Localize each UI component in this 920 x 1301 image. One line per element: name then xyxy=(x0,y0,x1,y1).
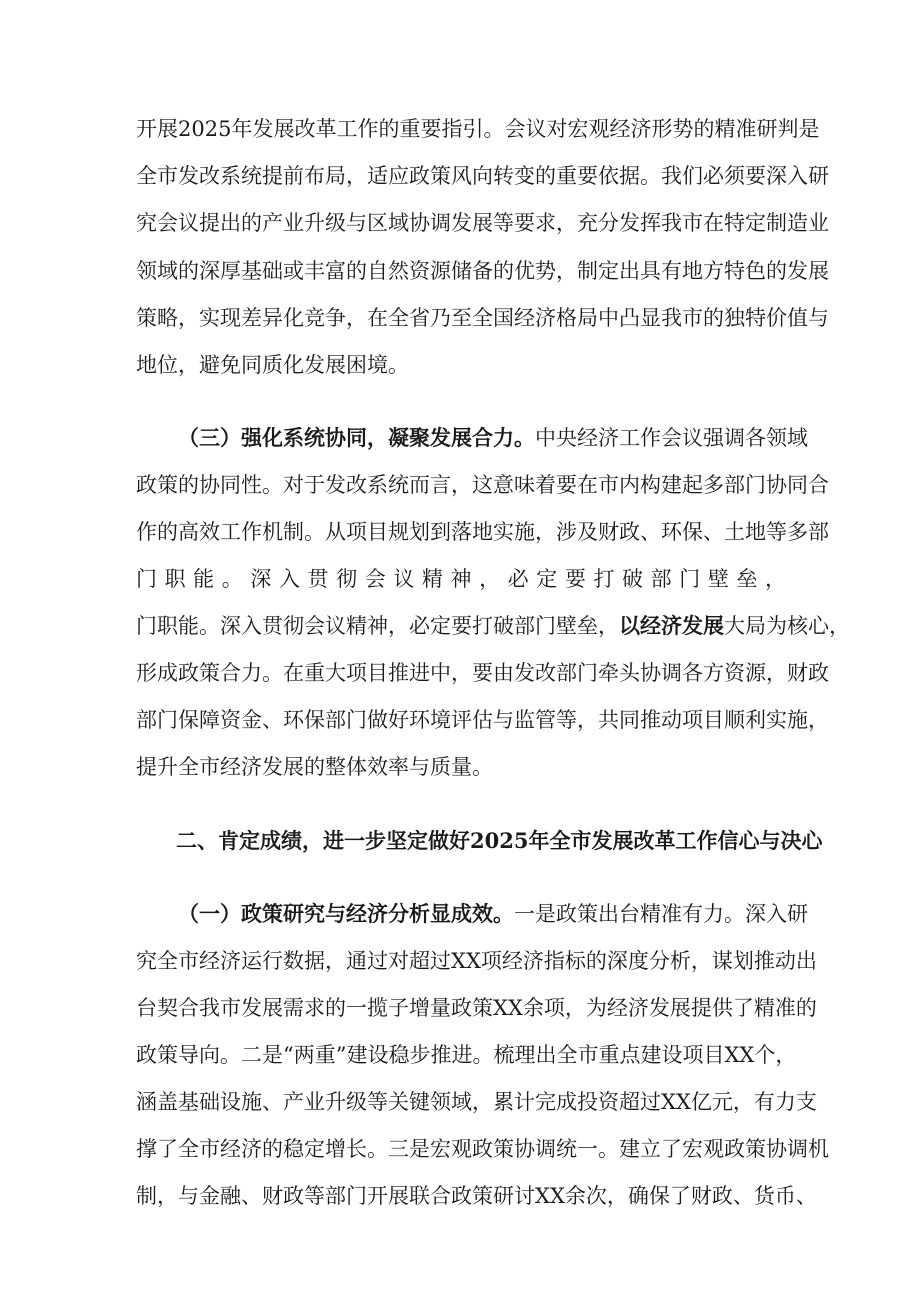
emphasis-text: 以经济发展 xyxy=(619,613,724,638)
text-span: 中央经济工作会议强调各领域 xyxy=(535,426,808,450)
text-line: 策略，实现差异化竞争，在全省乃至全国经济格局中凸显我市的独特价值与 xyxy=(136,306,829,330)
paragraph-lead-heading: （一）政策研究与经济分析显成效。 xyxy=(178,901,514,926)
text-line: 台契合我市发展需求的一揽子增量政策XX余项，为经济发展提供了精准的 xyxy=(136,996,817,1020)
text-line: 究会议提出的产业升级与区域协调发展等要求，充分发挥我市在特定制造业 xyxy=(136,211,829,235)
text-line: 全市发改系统提前布局，适应政策风向转变的重要依据。我们必须要深入研 xyxy=(136,164,829,188)
text-line: 涵盖基础设施、产业升级等关键领域，累计完成投资超过XX亿元，有力支 xyxy=(136,1090,817,1114)
text-line: 究全市经济运行数据，通过对超过XX项经济指标的深度分析，谋划推动出 xyxy=(136,949,817,973)
text-span: 大局为核心， xyxy=(724,614,850,638)
text-line: 开展2025年发展改革工作的重要指引。会议对宏观经济形势的精准研判是 xyxy=(136,117,820,141)
text-line xyxy=(178,423,808,453)
text-line: 政策导向。二是“两重”建设稳步推进。梳理出全市重点建设项目XX个， xyxy=(136,1043,797,1067)
text-line: 形成政策合力。在重大项目推进中，要由发改部门牵头协调各方资源，财政 xyxy=(136,661,829,685)
text-line: 门职能。深入贯彻会议精神，必定要打破部门壁垒， xyxy=(136,567,786,591)
section-heading: 二、肯定成绩，进一步坚定做好2025年全市发展改革工作信心与决心 xyxy=(176,828,823,853)
text-line: 撑了全市经济的稳定增长。三是宏观政策协调统一。建立了宏观政策协调机 xyxy=(136,1137,829,1161)
text-line: 提升全市经济发展的整体效率与质量。 xyxy=(136,755,493,779)
text-line: 地位，避免同质化发展困境。 xyxy=(136,353,409,377)
text-line: 制，与金融、财政等部门开展联合政策研讨XX余次，确保了财政、货币、 xyxy=(136,1184,817,1208)
text-line xyxy=(178,899,808,929)
text-span: 门职能。深入贯彻会议精神，必定要打破部门壁垒， xyxy=(136,614,619,638)
text-line: 政策的协同性。对于发改系统而言，这意味着要在市内构建起多部门协同合 xyxy=(136,473,829,497)
text-line xyxy=(136,611,850,641)
text-line: 部门保障资金、环保部门做好环境评估与监管等，共同推动项目顺利实施， xyxy=(136,708,829,732)
text-span: 一是政策出台精准有力。深入研 xyxy=(514,902,808,926)
paragraph-lead-heading: （三）强化系统协同，凝聚发展合力。 xyxy=(178,425,535,450)
text-line: 作的高效工作机制。从项目规划到落地实施，涉及财政、环保、土地等多部 xyxy=(136,520,829,544)
text-line: 领域的深厚基础或丰富的自然资源储备的优势，制定出具有地方特色的发展 xyxy=(136,259,829,283)
